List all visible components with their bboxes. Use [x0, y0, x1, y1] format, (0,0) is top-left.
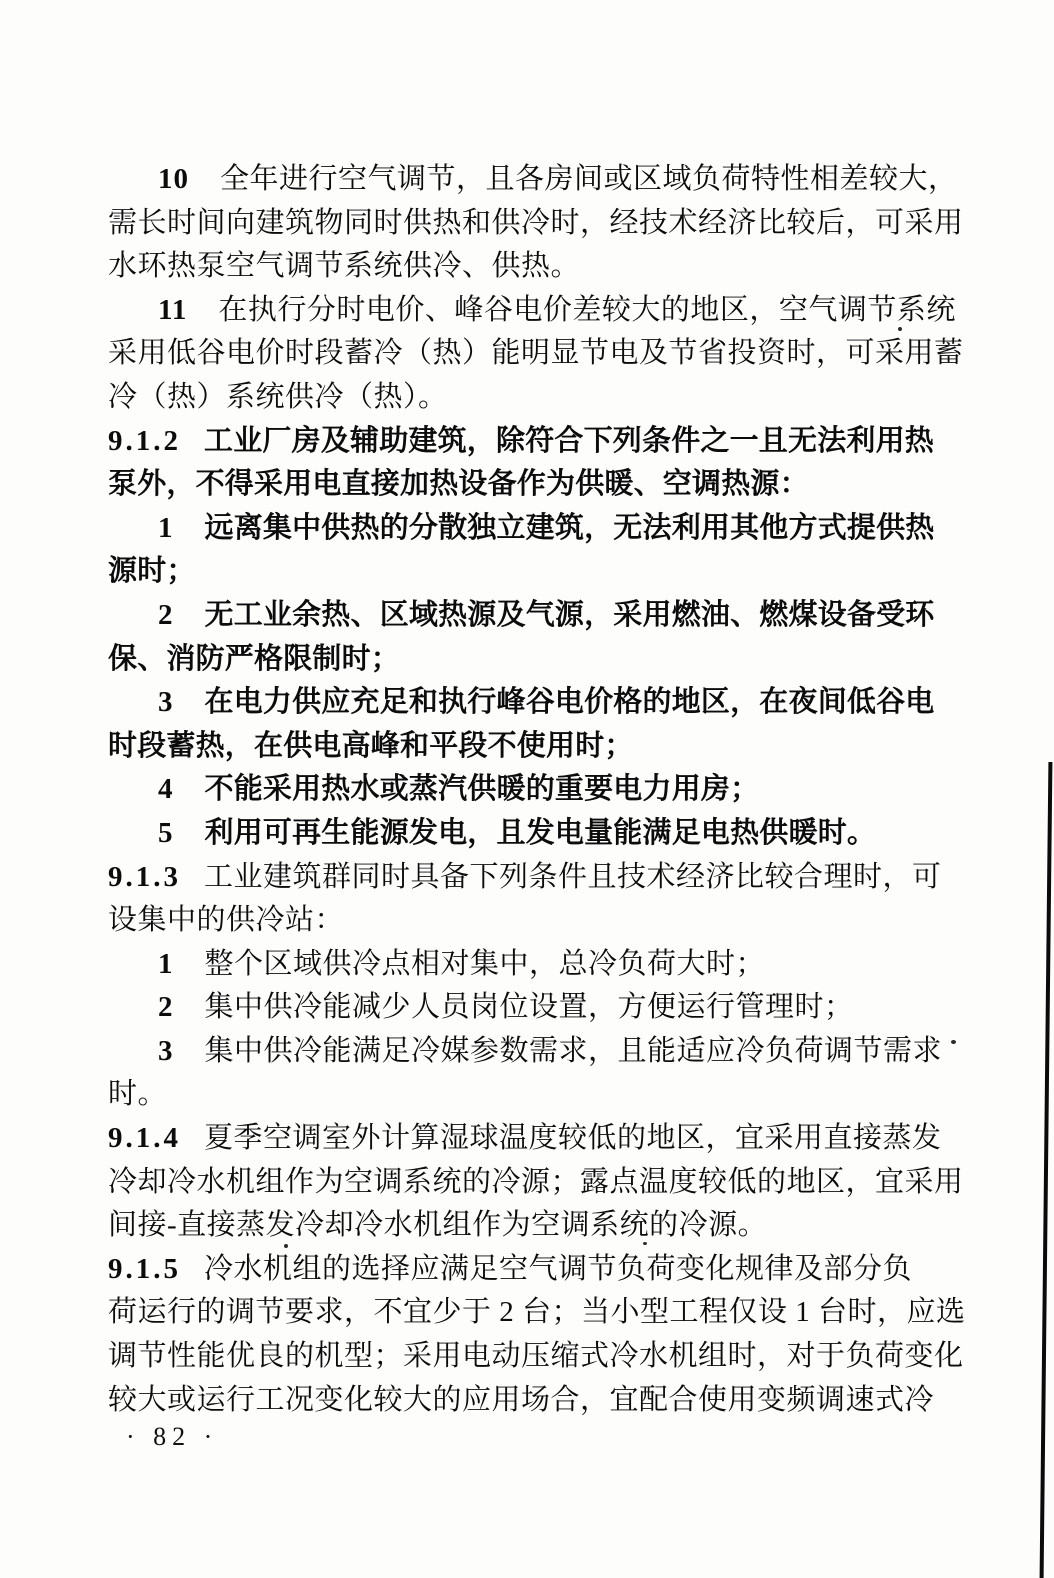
line-text: 在电力供应充足和执行峰谷电价格的地区，在夜间低谷电	[204, 686, 935, 719]
clause-line	[108, 899, 956, 943]
line-text: 需长时间向建筑物同时供热和供冷时，经技术经济比较后，可采用	[108, 206, 964, 239]
scan-edge-line	[1040, 762, 1053, 1578]
scan-speck	[898, 327, 902, 331]
item-line	[108, 594, 956, 638]
line-text: 荷运行的调节要求，不宜少于 2 台；当小型工程仅设 1 台时，应选	[108, 1296, 966, 1329]
item-line	[108, 638, 956, 682]
item-number: 11	[158, 293, 188, 326]
line-text: 利用可再生能源发电，且发电量能满足电热供暖时。	[204, 816, 877, 849]
line-text: 采用低谷电价时段蓄冷（热）能明显节电及节省投资时，可采用蓄	[108, 337, 964, 370]
scan-speck	[951, 1040, 956, 1044]
item-number: 1	[158, 511, 174, 544]
item-number: 3	[158, 1034, 174, 1067]
clause-line	[108, 1335, 964, 1379]
scan-speck	[643, 1242, 647, 1245]
item-line	[108, 681, 956, 725]
item-line	[108, 202, 964, 246]
clause-line	[108, 1379, 956, 1423]
item-number: 4	[158, 773, 174, 806]
line-text: 夏季空调室外计算湿球温度较低的地区，宜采用直接蒸发	[204, 1122, 942, 1155]
line-text: 在执行分时电价、峰谷电价差较大的地区，空气调节系统	[218, 293, 956, 326]
line-text: 冷却冷水机组作为空调系统的冷源；露点温度较低的地区，宜采用	[108, 1165, 964, 1198]
item-number: 2	[158, 598, 174, 631]
line-text: 冷水机组的选择应满足空气调节负荷变化规律及部分负	[204, 1252, 913, 1285]
line-text: 水环热泵空气调节系统供冷、供热。	[108, 250, 581, 283]
item-line	[108, 332, 964, 376]
item-line	[108, 376, 956, 420]
item-line	[108, 550, 956, 594]
line-text: 全年进行空气调节，且各房间或区域负荷特性相差较大，	[220, 163, 958, 195]
item-line	[108, 245, 956, 289]
clause-line	[108, 1248, 956, 1292]
clause-line	[108, 1161, 964, 1205]
line-text: 无工业余热、区域热源及气源，采用燃油、燃煤设备受环	[204, 598, 935, 631]
clause-line	[108, 420, 956, 464]
clause-number: 9.1.3	[108, 860, 181, 893]
line-text: 工业厂房及辅助建筑，除符合下列条件之一且无法利用热	[204, 424, 935, 457]
clause-line	[108, 1291, 966, 1335]
clause-line	[108, 1204, 956, 1248]
item-line	[108, 986, 956, 1030]
item-line	[108, 507, 956, 551]
line-text: 时。	[108, 1078, 168, 1111]
line-text: 整个区域供冷点相对集中，总冷负荷大时；	[204, 947, 766, 980]
line-text: 保、消防严格限制时；	[108, 642, 401, 675]
line-text: 冷（热）系统供冷（热）。	[108, 380, 448, 413]
line-text: 设集中的供冷站：	[108, 904, 345, 937]
item-line	[108, 289, 956, 333]
item-number: 3	[158, 686, 174, 719]
item-line	[108, 812, 956, 856]
line-text: 间接-直接蒸发冷却冷水机组作为空调系统的冷源。	[108, 1209, 768, 1242]
line-text: 调节性能优良的机型；采用电动压缩式冷水机组时，对于负荷变化	[108, 1340, 964, 1373]
item-number: 10	[158, 163, 189, 195]
clause-line	[108, 1117, 956, 1161]
item-number: 2	[158, 991, 174, 1024]
clause-line	[108, 856, 956, 900]
clause-number: 9.1.2	[108, 424, 181, 457]
item-line	[108, 1030, 956, 1074]
item-number: 1	[158, 947, 174, 980]
item-line	[108, 725, 956, 769]
line-text: 集中供冷能减少人员岗位设置，方便运行管理时；	[204, 991, 854, 1024]
clause-number: 9.1.4	[108, 1122, 181, 1155]
scan-speck	[284, 1244, 288, 1248]
line-text: 较大或运行工况变化较大的应用场合，宜配合使用变频调速式冷	[108, 1383, 935, 1416]
item-line	[108, 158, 956, 202]
line-text: 不能采用热水或蒸汽供暖的重要电力用房；	[204, 773, 760, 806]
line-text: 集中供冷能满足冷媒参数需求，且能适应冷负荷调节需求	[204, 1034, 943, 1067]
line-text: 时段蓄热，在供电高峰和平段不使用时；	[108, 729, 634, 762]
item-line	[108, 1073, 956, 1117]
item-number: 5	[158, 816, 174, 849]
page-number: · 82 ·	[126, 1422, 219, 1451]
line-text: 泵外，不得采用电直接加热设备作为供暖、空调热源：	[108, 468, 809, 501]
item-line	[108, 943, 956, 987]
line-text: 远离集中供热的分散独立建筑，无法利用其他方式提供热	[204, 511, 935, 544]
line-text: 工业建筑群同时具备下列条件且技术经济比较合理时，可	[204, 860, 942, 893]
clause-line	[108, 463, 956, 507]
text-block	[108, 158, 966, 1422]
item-line	[108, 768, 956, 812]
line-text: 源时；	[108, 555, 196, 588]
clause-number: 9.1.5	[108, 1252, 181, 1285]
